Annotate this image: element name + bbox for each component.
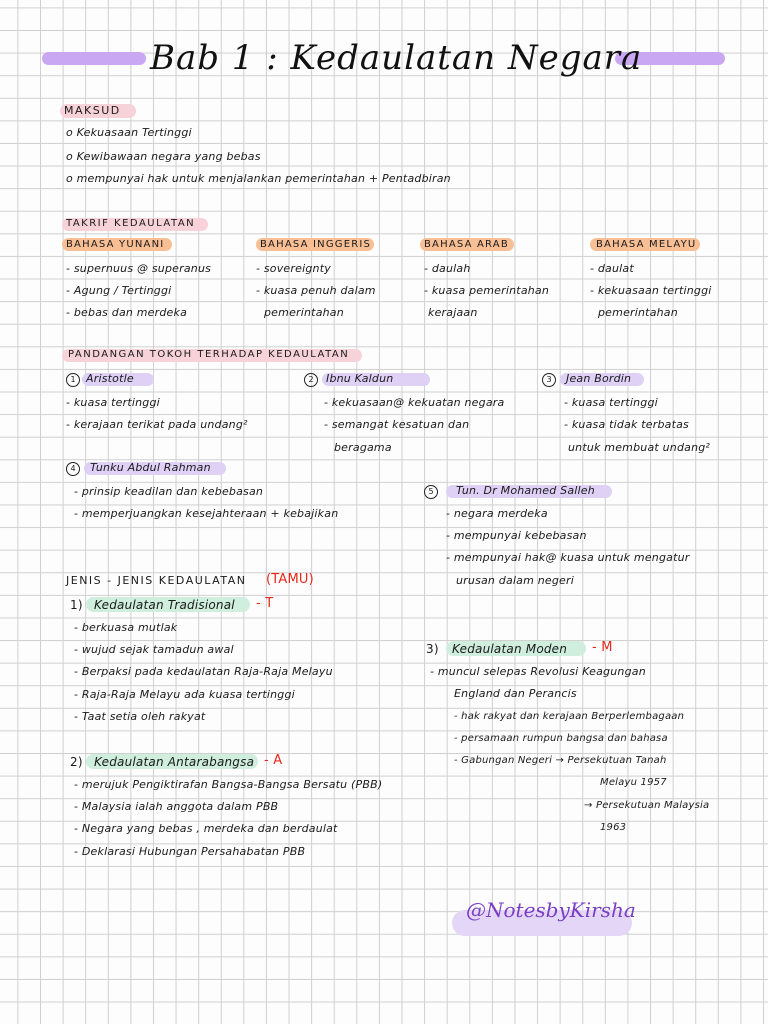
melayu-line: pemerintahan [598, 306, 678, 319]
yunani-line: - Agung / Tertinggi [66, 284, 172, 297]
tokoh-line: - kuasa tertinggi [564, 396, 658, 409]
arab-line: - daulah [424, 262, 471, 275]
jenis-line: Melayu 1957 [600, 777, 667, 788]
jenis-line: - Taat setia oleh rakyat [74, 710, 206, 723]
jenis-line: - Deklarasi Hubungan Persahabatan PBB [74, 845, 306, 858]
jenis-code: - A [264, 753, 283, 768]
jenis-line: 1963 [600, 822, 627, 833]
arab-line: - kuasa pemerintahan [424, 284, 550, 297]
tokoh-line: - memperjuangkan kesejahteraan + kebajikan [74, 507, 339, 520]
maksud-item: o Kekuasaan Tertinggi [66, 126, 192, 139]
jenis-line: - Negara yang bebas , merdeka dan berdaulat [74, 822, 338, 835]
tokoh-line: - mempunyai kebebasan [446, 529, 587, 542]
arab-line: kerajaan [428, 306, 478, 319]
melayu-line: - daulat [590, 262, 634, 275]
jenis-line: - muncul selepas Revolusi Keagungan [430, 665, 646, 678]
takrif-heading: TAKRIF KEDAULATAN [66, 218, 196, 229]
tokoh-number: 4 [66, 462, 80, 476]
melayu-line: - kekuasaan tertinggi [590, 284, 712, 297]
jenis-name: Kedaulatan Moden [452, 642, 568, 656]
jenis-tag: (TAMU) [266, 572, 314, 587]
jenis-line: - persamaan rumpun bangsa dan bahasa [454, 733, 668, 744]
jenis-line: - Berpaksi pada kedaulatan Raja-Raja Melayu [74, 665, 333, 678]
inggeris-line: pemerintahan [264, 306, 344, 319]
jenis-line: - wujud sejak tamadun awal [74, 643, 234, 656]
jenis-heading: JENIS - JENIS KEDAULATAN [66, 574, 247, 587]
jenis-line: - hak rakyat dan kerajaan Berperlembagaan [454, 711, 685, 722]
page-title: Bab 1 : Kedaulatan Negara [150, 38, 643, 78]
maksud-item: o Kewibawaan negara yang bebas [66, 150, 261, 163]
jenis-line: - Malaysia ialah anggota dalam PBB [74, 800, 279, 813]
melayu-label: BAHASA MELAYU [596, 239, 697, 250]
tokoh-name: Jean Bordin [566, 372, 632, 385]
jenis-name: Kedaulatan Antarabangsa [94, 755, 255, 769]
arab-label: BAHASA ARAB [424, 239, 509, 250]
yunani-line: - bebas dan merdeka [66, 306, 188, 319]
jenis-number: 3) [426, 642, 439, 656]
tokoh-line: urusan dalam negeri [456, 574, 575, 587]
pandangan-heading: PANDANGAN TOKOH TERHADAP KEDAULATAN [68, 349, 350, 360]
jenis-code: - M [592, 640, 613, 655]
jenis-line: - Gabungan Negeri → Persekutuan Tanah [454, 755, 667, 766]
tokoh-line: - kekuasaan@ kekuatan negara [324, 396, 505, 409]
jenis-line: - merujuk Pengiktirafan Bangsa-Bangsa Bersatu (PBB) [74, 778, 383, 791]
tokoh-name: Ibnu Kaldun [326, 372, 394, 385]
tokoh-line: - negara merdeka [446, 507, 548, 520]
jenis-line: - berkuasa mutlak [74, 621, 178, 634]
tokoh-number: 2 [304, 373, 318, 387]
maksud-item: o mempunyai hak untuk menjalankan pemerintahan + Pentadbiran [66, 172, 451, 185]
jenis-line: England dan Perancis [454, 687, 577, 700]
tokoh-line: - kuasa tertinggi [66, 396, 160, 409]
tokoh-line: - prinsip keadilan dan kebebasan [74, 485, 264, 498]
yunani-label: BAHASA YUNANI [66, 239, 165, 250]
inggeris-line: - kuasa penuh dalam [256, 284, 376, 297]
title-underline-left [42, 52, 146, 65]
tokoh-line: beragama [334, 441, 392, 454]
inggeris-label: BAHASA INGGERIS [260, 239, 372, 250]
tokoh-line: - kuasa tidak terbatas [564, 418, 689, 431]
watermark-signature: @NotesbyKirsha [466, 898, 636, 922]
tokoh-line: untuk membuat undang² [568, 441, 711, 454]
jenis-line: → Persekutuan Malaysia [584, 800, 710, 811]
tokoh-number: 5 [424, 485, 438, 499]
maksud-heading: MAKSUD [64, 104, 121, 117]
jenis-name: Kedaulatan Tradisional [94, 598, 235, 612]
tokoh-line: - kerajaan terikat pada undang² [66, 418, 248, 431]
jenis-number: 1) [70, 598, 83, 612]
tokoh-name: Aristotle [86, 372, 134, 385]
inggeris-line: - sovereignty [256, 262, 331, 275]
tokoh-line: - semangat kesatuan dan [324, 418, 470, 431]
jenis-number: 2) [70, 755, 83, 769]
jenis-code: - T [256, 596, 274, 611]
tokoh-line: - mempunyai hak@ kuasa untuk mengatur [446, 551, 690, 564]
jenis-line: - Raja-Raja Melayu ada kuasa tertinggi [74, 688, 295, 701]
tokoh-name: Tunku Abdul Rahman [90, 461, 211, 474]
tokoh-number: 3 [542, 373, 556, 387]
yunani-line: - supernuus @ superanus [66, 262, 212, 275]
tokoh-number: 1 [66, 373, 80, 387]
tokoh-name: Tun. Dr Mohamed Salleh [456, 484, 595, 497]
